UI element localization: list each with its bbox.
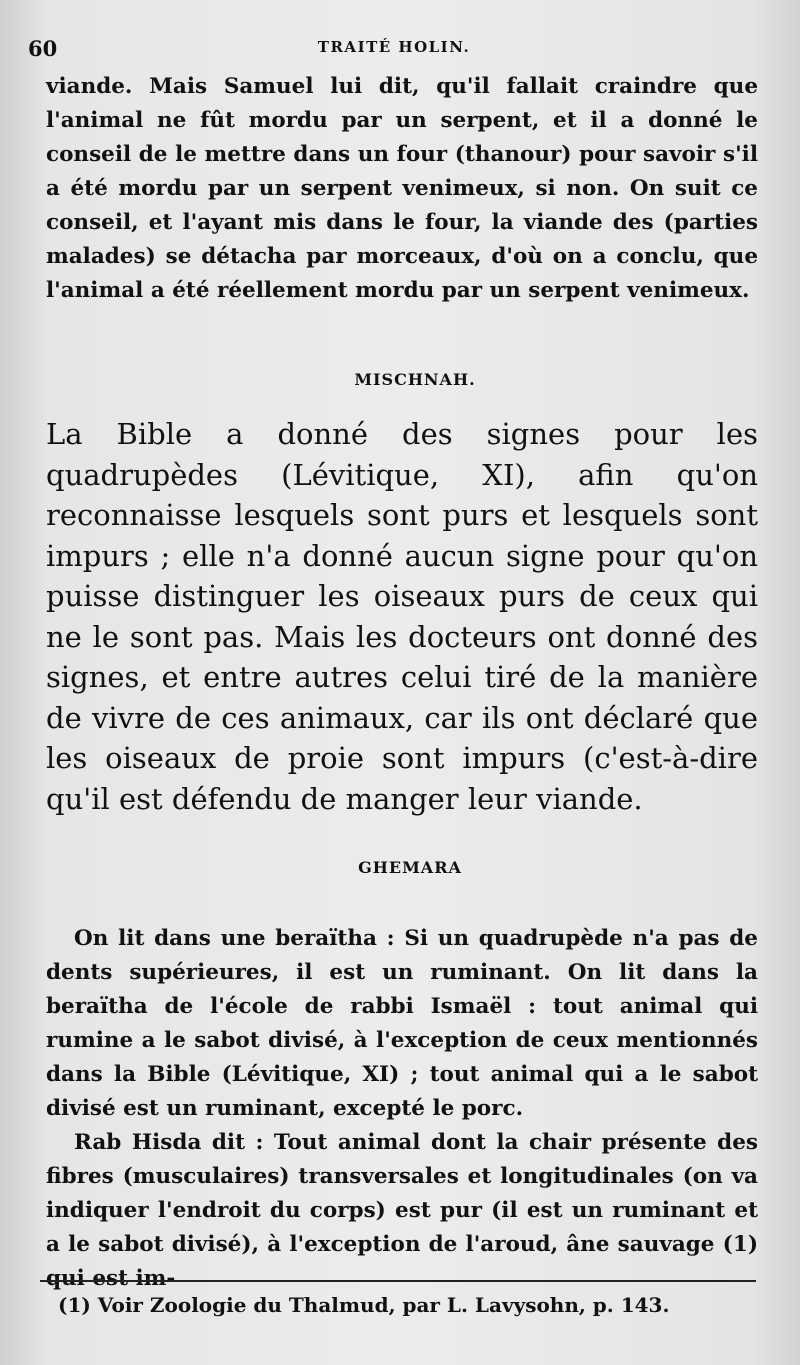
ghemara-heading: GHEMARA xyxy=(358,858,462,877)
paragraph-continuation: viande. Mais Samuel lui dit, qu'il fallait craindre que l'animal ne fût mordu par un serpent, et il a donné le conseil de le mettre dans un four (thanour) pour savoir s'il a été mordu par un serpent venimeux, si non. On suit ce conseil, et l'ayant mis dans le four, la viande des (parties malades) se détacha par morceaux, d'où on a conclu, que l'animal a été réellement mordu par un serpent venimeux. xyxy=(46,74,758,303)
footnote-rule xyxy=(40,1280,756,1282)
mischnah-text: La Bible a donné des signes pour les quadrupèdes (Lévitique, XI), afin qu'on reconnaisse lesquels sont purs et lesquels sont impurs ; elle n'a donné aucun signe pour qu'on puisse distinguer les oiseaux purs de ceux qui ne le sont pas. Mais les docteurs ont donné des signes, et entre autres celui tiré de la manière de vivre de ces animaux, car ils ont déclaré que les oiseaux de proie sont impurs (c'est-à-dire qu'il est défendu de manger leur viande. xyxy=(46,417,758,816)
page-number: 60 xyxy=(28,36,58,61)
footnote: (1) Voir Zoologie du Thalmud, par L. Lavysohn, p. 143. xyxy=(58,1293,670,1317)
page-header xyxy=(28,34,760,64)
running-head: TRAITÉ HOLIN. xyxy=(317,38,471,56)
ghemara-paragraph-2: Rab Hisda dit : Tout animal dont la chair présente des fibres (musculaires) transversales et longitudinales (on va indiquer l'endroit du corps) est pur (il est un ruminant et a le sabot divisé), à l'exception de l'aroud, âne sauvage (1) qui est im- xyxy=(46,1130,758,1291)
ghemara-paragraph-1: On lit dans une beraïtha : Si un quadrupède n'a pas de dents supérieures, il est un ruminant. On lit dans la beraïtha de l'école de rabbi Ismaël : tout animal qui rumine a le sabot divisé, à l'exception de ceux mentionnés dans la Bible (Lévitique, XI) ; tout animal qui a le sabot divisé est un ruminant, excepté le porc. xyxy=(46,926,758,1121)
mischnah-heading: MISCHNAH. xyxy=(354,370,476,389)
